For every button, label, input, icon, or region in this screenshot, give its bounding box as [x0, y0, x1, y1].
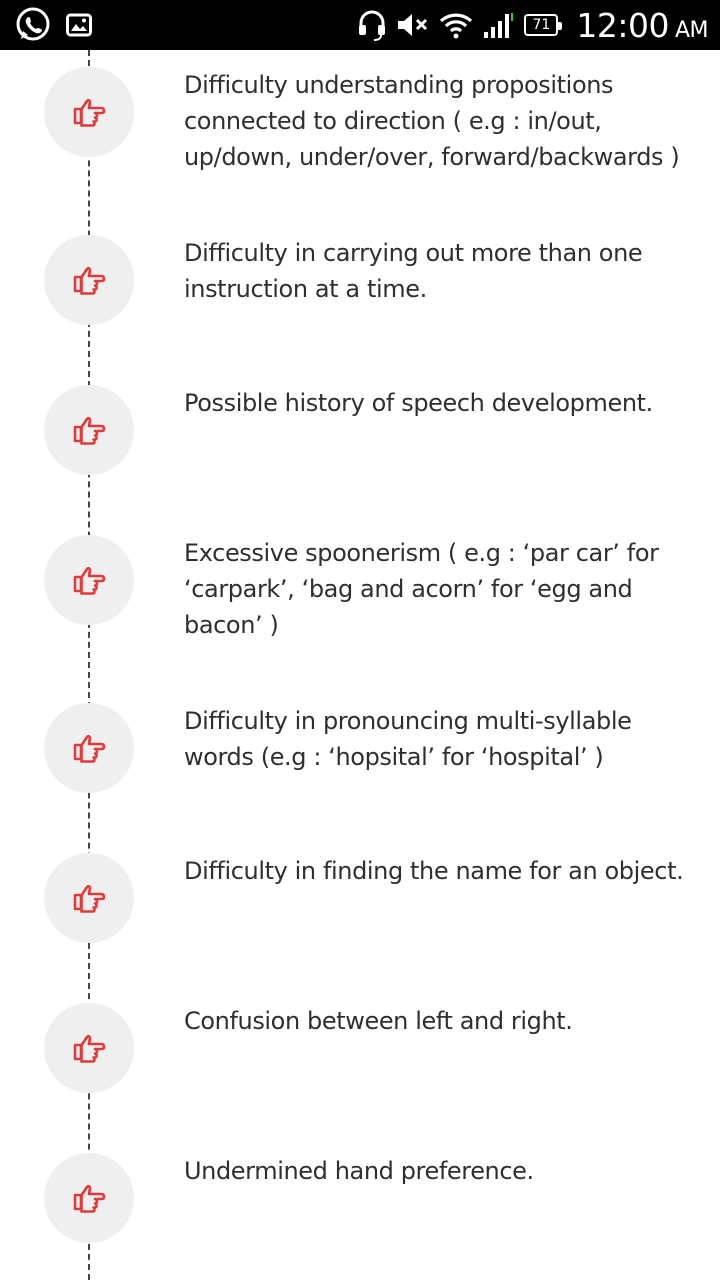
list-item-text: Difficulty in pronouncing multi-syllable words (e.g : ‘hopsital’ for ‘hospital’ ): [184, 707, 632, 771]
whatsapp-icon: [14, 6, 52, 44]
list-item-text: Undermined hand preference.: [184, 1157, 534, 1185]
mute-icon: [396, 10, 430, 40]
headset-icon: [356, 8, 388, 42]
hand-pointing-right-icon: [44, 703, 134, 793]
list-item-text: Difficulty in finding the name for an object.: [184, 857, 684, 885]
hand-pointing-right-icon: [44, 535, 134, 625]
list-item-text: Excessive spoonerism ( e.g : ‘par car’ for ‘carpark’, ‘bag and acorn’ for ‘egg and bacon’ ): [184, 539, 659, 639]
list-item-text: Possible history of speech development.: [184, 389, 653, 417]
clock-ampm: AM: [674, 17, 708, 43]
hand-pointing-right-icon: [44, 1153, 134, 1243]
hand-pointing-right-icon: [44, 1003, 134, 1093]
gallery-icon: [66, 13, 92, 37]
clock-time: 12:00: [576, 5, 669, 45]
battery-icon: 71: [524, 14, 558, 36]
clock: [576, 6, 708, 45]
hand-pointing-right-icon: [44, 853, 134, 943]
wifi-icon: [438, 10, 474, 40]
hand-pointing-right-icon: [44, 67, 134, 157]
list-item-text: Confusion between left and right.: [184, 1007, 573, 1035]
timeline: [0, 50, 720, 1280]
hand-pointing-right-icon: [44, 385, 134, 475]
status-bar: [0, 0, 720, 50]
hand-pointing-right-icon: [44, 235, 134, 325]
list-item-text: Difficulty understanding propositions connected to direction ( e.g : in/out, up/down, under/over, forward/backwards ): [184, 71, 680, 171]
signal-icon: [482, 10, 516, 40]
list-item-text: Difficulty in carrying out more than one instruction at a time.: [184, 239, 643, 303]
